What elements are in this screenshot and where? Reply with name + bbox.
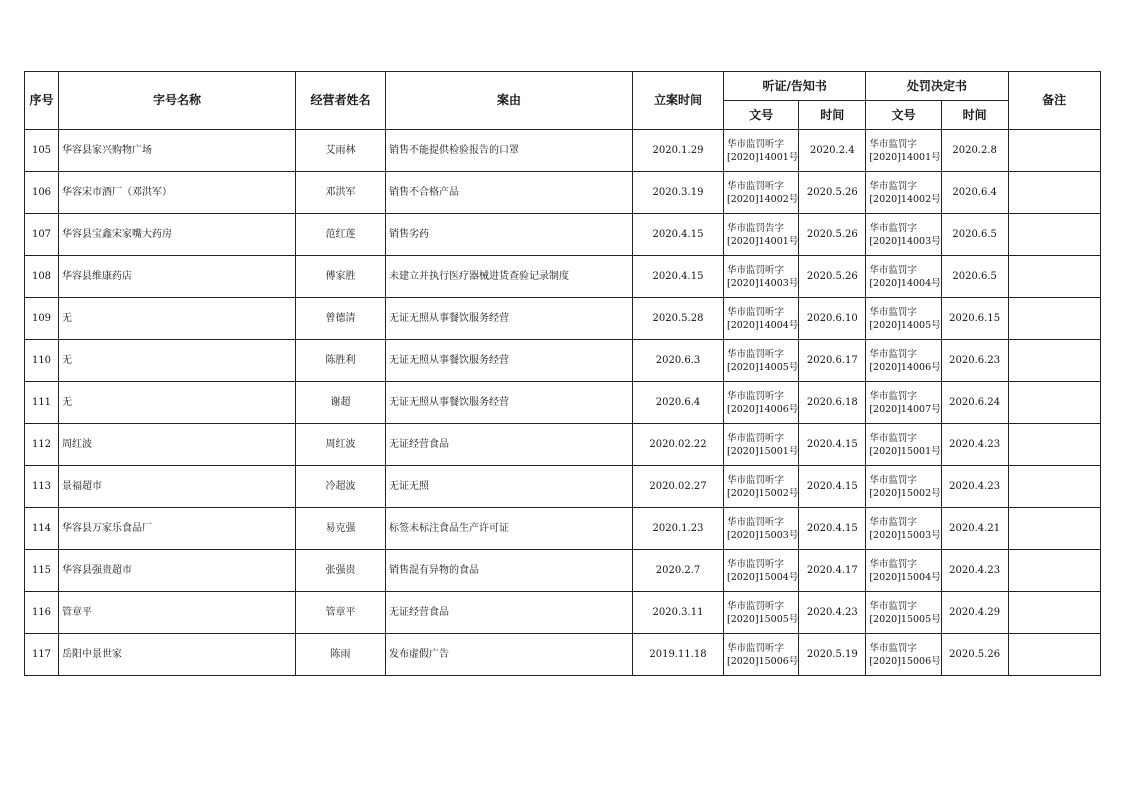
hearing-doc-prefix: 华市监罚听字 [727, 180, 785, 192]
cell-remarks [1008, 634, 1100, 676]
cell-operator: 陈胜利 [296, 340, 386, 382]
cell-hearing-doc-no [724, 298, 799, 340]
cell-filed: 2020.3.11 [633, 592, 724, 634]
cell-name: 华容县宝鑫宋家嘴大药房 [59, 214, 296, 256]
cell-name: 无 [59, 382, 296, 424]
header-filed: 立案时间 [633, 72, 724, 130]
cell-remarks [1008, 298, 1100, 340]
header-decision: 处罚决定书 [866, 72, 1008, 101]
cell-decision-time: 2020.6.23 [941, 340, 1008, 382]
decision-doc-number: [2020]15004号 [869, 571, 941, 583]
cell-remarks [1008, 550, 1100, 592]
cell-hearing-time: 2020.2.4 [799, 130, 866, 172]
hearing-doc-number: [2020]14001号 [727, 235, 799, 247]
cell-decision-doc-no [866, 298, 941, 340]
cell-name: 周红波 [59, 424, 296, 466]
header-hearing: 听证/告知书 [724, 72, 866, 101]
hearing-doc-prefix: 华市监罚听字 [727, 558, 785, 570]
table-row [25, 550, 1101, 592]
hearing-doc-prefix: 华市监罚听字 [727, 516, 785, 528]
cell-cause: 销售混有异物的食品 [386, 550, 633, 592]
cell-filed: 2019.11.18 [633, 634, 724, 676]
table-row [25, 592, 1101, 634]
decision-doc-number: [2020]15005号 [869, 613, 941, 625]
cell-operator: 谢超 [296, 382, 386, 424]
cell-decision-time: 2020.5.26 [941, 634, 1008, 676]
hearing-doc-prefix: 华市监罚听字 [727, 390, 785, 402]
cell-hearing-doc-no [724, 172, 799, 214]
cell-hearing-doc-no [724, 508, 799, 550]
cell-filed: 2020.4.15 [633, 214, 724, 256]
cell-cause: 无证经营食品 [386, 592, 633, 634]
cell-filed: 2020.02.27 [633, 466, 724, 508]
cell-decision-time: 2020.4.29 [941, 592, 1008, 634]
cell-decision-doc-no [866, 550, 941, 592]
cell-remarks [1008, 508, 1100, 550]
cell-decision-doc-no [866, 340, 941, 382]
cell-operator: 张强贵 [296, 550, 386, 592]
cell-filed: 2020.5.28 [633, 298, 724, 340]
cell-cause: 无证无照从事餐饮服务经营 [386, 340, 633, 382]
cell-hearing-doc-no [724, 424, 799, 466]
cell-name: 华容县强贵超市 [59, 550, 296, 592]
cell-decision-time: 2020.6.4 [941, 172, 1008, 214]
table-row [25, 298, 1101, 340]
decision-doc-prefix: 华市监罚字 [869, 474, 917, 486]
header-name: 字号名称 [59, 72, 296, 130]
cell-decision-doc-no [866, 634, 941, 676]
cell-hearing-time: 2020.6.17 [799, 340, 866, 382]
header-hearing-time: 时间 [799, 101, 866, 130]
table-row [25, 466, 1101, 508]
cell-remarks [1008, 340, 1100, 382]
cell-remarks [1008, 382, 1100, 424]
cell-hearing-time: 2020.4.15 [799, 508, 866, 550]
cell-cause: 无证经营食品 [386, 424, 633, 466]
header-hearing-doc-no: 文号 [724, 101, 799, 130]
cell-filed: 2020.4.15 [633, 256, 724, 298]
cell-hearing-doc-no [724, 592, 799, 634]
decision-doc-number: [2020]14007号 [869, 403, 941, 415]
table-row [25, 214, 1101, 256]
cell-hearing-doc-no [724, 256, 799, 298]
cell-cause: 销售劣药 [386, 214, 633, 256]
cell-seq: 111 [25, 382, 59, 424]
hearing-doc-prefix: 华市监罚听字 [727, 600, 785, 612]
cell-operator: 艾雨林 [296, 130, 386, 172]
cell-operator: 曾德清 [296, 298, 386, 340]
cell-hearing-doc-no [724, 466, 799, 508]
cell-name: 华容县家兴购物广场 [59, 130, 296, 172]
decision-doc-prefix: 华市监罚字 [869, 138, 917, 150]
cell-seq: 112 [25, 424, 59, 466]
cell-filed: 2020.3.19 [633, 172, 724, 214]
cell-seq: 107 [25, 214, 59, 256]
cell-seq: 114 [25, 508, 59, 550]
cell-cause: 发布虚假广告 [386, 634, 633, 676]
cell-operator: 范红莲 [296, 214, 386, 256]
decision-doc-prefix: 华市监罚字 [869, 558, 917, 570]
cell-operator: 易克强 [296, 508, 386, 550]
cell-seq: 108 [25, 256, 59, 298]
decision-doc-prefix: 华市监罚字 [869, 306, 917, 318]
cell-seq: 105 [25, 130, 59, 172]
decision-doc-prefix: 华市监罚字 [869, 642, 917, 654]
cell-filed: 2020.02.22 [633, 424, 724, 466]
cell-remarks [1008, 130, 1100, 172]
hearing-doc-number: [2020]14003号 [727, 277, 799, 289]
decision-doc-number: [2020]14006号 [869, 361, 941, 373]
hearing-doc-number: [2020]15006号 [727, 655, 799, 667]
hearing-doc-prefix: 华市监罚听字 [727, 348, 785, 360]
decision-doc-number: [2020]14002号 [869, 193, 941, 205]
hearing-doc-number: [2020]15004号 [727, 571, 799, 583]
cell-hearing-time: 2020.6.18 [799, 382, 866, 424]
decision-doc-prefix: 华市监罚字 [869, 180, 917, 192]
cell-hearing-time: 2020.4.17 [799, 550, 866, 592]
header-remarks: 备注 [1008, 72, 1100, 130]
header-operator: 经营者姓名 [296, 72, 386, 130]
hearing-doc-prefix: 华市监罚听字 [727, 138, 785, 150]
cell-remarks [1008, 466, 1100, 508]
hearing-doc-number: [2020]15001号 [727, 445, 799, 457]
table-row [25, 382, 1101, 424]
decision-doc-prefix: 华市监罚字 [869, 516, 917, 528]
cell-seq: 106 [25, 172, 59, 214]
cell-name: 华容县万家乐食品厂 [59, 508, 296, 550]
cell-remarks [1008, 424, 1100, 466]
hearing-doc-prefix: 华市监罚告字 [727, 222, 785, 234]
cell-hearing-time: 2020.6.10 [799, 298, 866, 340]
penalty-records-table [24, 71, 1101, 676]
table-row [25, 172, 1101, 214]
hearing-doc-number: [2020]14001号 [727, 151, 799, 163]
cell-filed: 2020.1.23 [633, 508, 724, 550]
table-row [25, 130, 1101, 172]
hearing-doc-number: [2020]14006号 [727, 403, 799, 415]
hearing-doc-number: [2020]14005号 [727, 361, 799, 373]
table-row [25, 340, 1101, 382]
cell-decision-doc-no [866, 592, 941, 634]
cell-operator: 冷超波 [296, 466, 386, 508]
cell-remarks [1008, 592, 1100, 634]
cell-hearing-time: 2020.5.26 [799, 214, 866, 256]
hearing-doc-number: [2020]15002号 [727, 487, 799, 499]
cell-cause: 无证无照 [386, 466, 633, 508]
cell-decision-time: 2020.4.23 [941, 424, 1008, 466]
cell-remarks [1008, 214, 1100, 256]
decision-doc-number: [2020]14001号 [869, 151, 941, 163]
cell-hearing-time: 2020.5.26 [799, 256, 866, 298]
decision-doc-prefix: 华市监罚字 [869, 264, 917, 276]
cell-name: 无 [59, 298, 296, 340]
table-body [25, 130, 1101, 676]
header-decision-doc-no: 文号 [866, 101, 941, 130]
cell-operator: 傅家胜 [296, 256, 386, 298]
cell-filed: 2020.6.4 [633, 382, 724, 424]
cell-seq: 116 [25, 592, 59, 634]
cell-decision-doc-no [866, 382, 941, 424]
hearing-doc-prefix: 华市监罚听字 [727, 474, 785, 486]
cell-hearing-doc-no [724, 130, 799, 172]
cell-decision-time: 2020.6.15 [941, 298, 1008, 340]
cell-hearing-doc-no [724, 550, 799, 592]
decision-doc-number: [2020]14003号 [869, 235, 941, 247]
cell-seq: 117 [25, 634, 59, 676]
cell-cause: 无证无照从事餐饮服务经营 [386, 382, 633, 424]
decision-doc-number: [2020]15002号 [869, 487, 941, 499]
cell-hearing-doc-no [724, 382, 799, 424]
cell-hearing-doc-no [724, 214, 799, 256]
cell-decision-time: 2020.4.21 [941, 508, 1008, 550]
header-cause: 案由 [386, 72, 633, 130]
cell-hearing-doc-no [724, 634, 799, 676]
cell-filed: 2020.2.7 [633, 550, 724, 592]
cell-decision-doc-no [866, 508, 941, 550]
decision-doc-number: [2020]14004号 [869, 277, 941, 289]
cell-hearing-time: 2020.4.23 [799, 592, 866, 634]
cell-seq: 113 [25, 466, 59, 508]
decision-doc-prefix: 华市监罚字 [869, 600, 917, 612]
cell-decision-doc-no [866, 214, 941, 256]
decision-doc-prefix: 华市监罚字 [869, 222, 917, 234]
cell-decision-doc-no [866, 424, 941, 466]
cell-cause: 标签未标注食品生产许可证 [386, 508, 633, 550]
cell-decision-time: 2020.2.8 [941, 130, 1008, 172]
cell-hearing-time: 2020.4.15 [799, 466, 866, 508]
decision-doc-prefix: 华市监罚字 [869, 432, 917, 444]
header-decision-time: 时间 [941, 101, 1008, 130]
hearing-doc-prefix: 华市监罚听字 [727, 432, 785, 444]
decision-doc-number: [2020]15001号 [869, 445, 941, 457]
table-row [25, 424, 1101, 466]
cell-filed: 2020.6.3 [633, 340, 724, 382]
cell-decision-time: 2020.4.23 [941, 466, 1008, 508]
cell-name: 岳阳中景世家 [59, 634, 296, 676]
hearing-doc-prefix: 华市监罚听字 [727, 642, 785, 654]
cell-name: 管章平 [59, 592, 296, 634]
hearing-doc-number: [2020]14004号 [727, 319, 799, 331]
cell-hearing-time: 2020.5.19 [799, 634, 866, 676]
hearing-doc-prefix: 华市监罚听字 [727, 264, 785, 276]
cell-seq: 110 [25, 340, 59, 382]
decision-doc-number: [2020]14005号 [869, 319, 941, 331]
cell-seq: 109 [25, 298, 59, 340]
cell-operator: 周红波 [296, 424, 386, 466]
cell-decision-doc-no [866, 130, 941, 172]
cell-name: 华容宋市酒厂（邓洪军） [59, 172, 296, 214]
table-row [25, 256, 1101, 298]
cell-operator: 管章平 [296, 592, 386, 634]
hearing-doc-number: [2020]15003号 [727, 529, 799, 541]
cell-name: 华容县维康药店 [59, 256, 296, 298]
table-row [25, 508, 1101, 550]
cell-cause: 销售不能提供检验报告的口罩 [386, 130, 633, 172]
cell-filed: 2020.1.29 [633, 130, 724, 172]
cell-hearing-time: 2020.5.26 [799, 172, 866, 214]
cell-operator: 陈雨 [296, 634, 386, 676]
decision-doc-number: [2020]15006号 [869, 655, 941, 667]
cell-decision-doc-no [866, 466, 941, 508]
cell-decision-time: 2020.6.5 [941, 214, 1008, 256]
cell-name: 景福超市 [59, 466, 296, 508]
decision-doc-prefix: 华市监罚字 [869, 348, 917, 360]
cell-remarks [1008, 172, 1100, 214]
cell-cause: 销售不合格产品 [386, 172, 633, 214]
cell-hearing-time: 2020.4.15 [799, 424, 866, 466]
decision-doc-prefix: 华市监罚字 [869, 390, 917, 402]
cell-decision-time: 2020.6.5 [941, 256, 1008, 298]
cell-seq: 115 [25, 550, 59, 592]
cell-cause: 无证无照从事餐饮服务经营 [386, 298, 633, 340]
hearing-doc-prefix: 华市监罚听字 [727, 306, 785, 318]
cell-name: 无 [59, 340, 296, 382]
cell-operator: 邓洪军 [296, 172, 386, 214]
decision-doc-number: [2020]15003号 [869, 529, 941, 541]
cell-decision-doc-no [866, 172, 941, 214]
cell-decision-time: 2020.4.23 [941, 550, 1008, 592]
cell-decision-time: 2020.6.24 [941, 382, 1008, 424]
cell-decision-doc-no [866, 256, 941, 298]
cell-remarks [1008, 256, 1100, 298]
cell-cause: 未建立并执行医疗器械进货查验记录制度 [386, 256, 633, 298]
table-row [25, 634, 1101, 676]
hearing-doc-number: [2020]14002号 [727, 193, 799, 205]
cell-hearing-doc-no [724, 340, 799, 382]
hearing-doc-number: [2020]15005号 [727, 613, 799, 625]
header-seq: 序号 [25, 72, 59, 130]
